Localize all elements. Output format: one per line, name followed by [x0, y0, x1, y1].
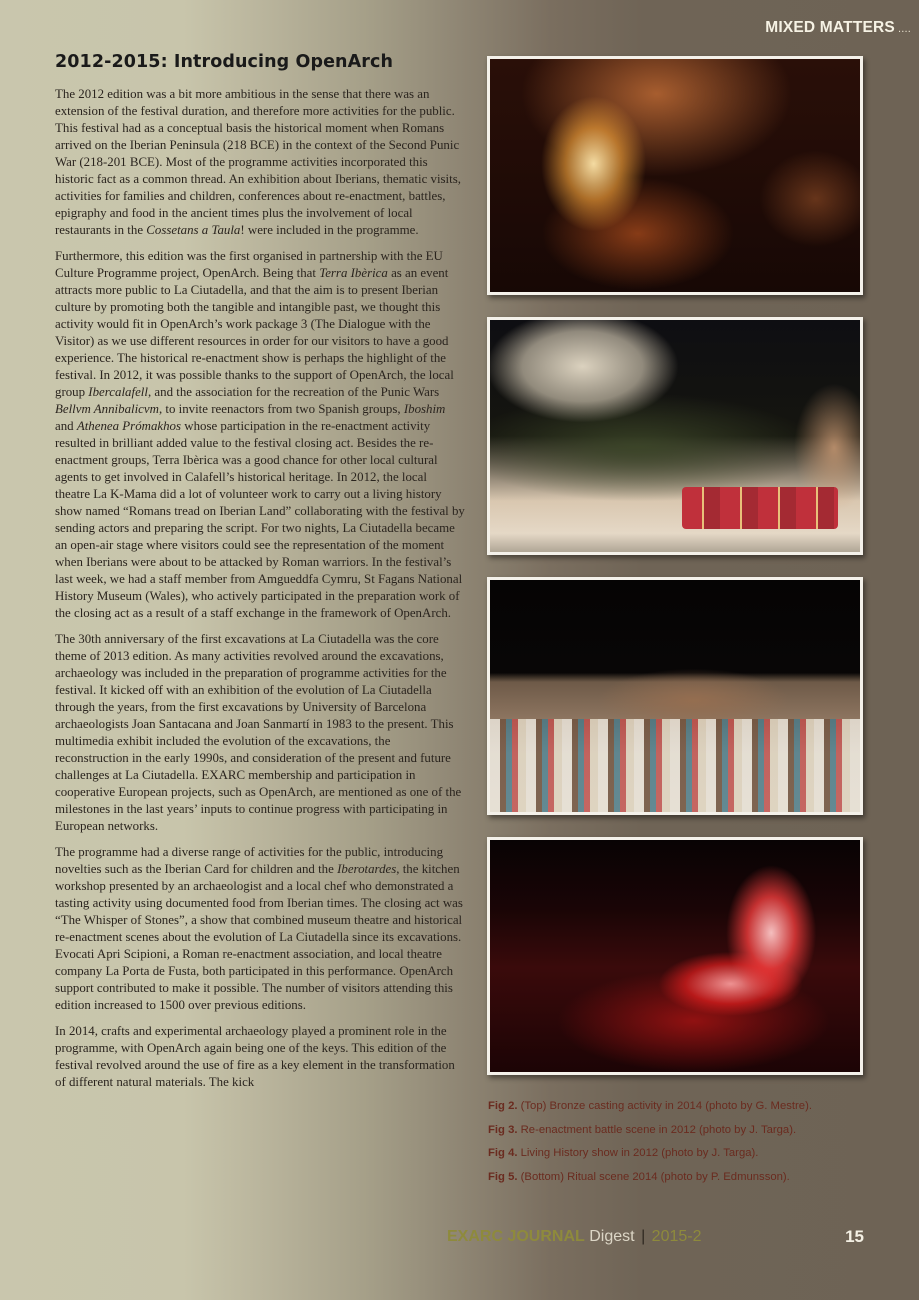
photo-bronze-casting: [487, 56, 863, 295]
roman-shields-shape: [682, 487, 837, 529]
caption-label: Fig 4.: [488, 1147, 518, 1159]
caption-label: Fig 2.: [488, 1100, 518, 1112]
caption-text: (Bottom) Ritual scene 2014 (photo by P. Edmunsson).: [520, 1170, 790, 1183]
paragraph-text: , and the association for the recreation of the Punic Wars: [147, 385, 440, 399]
caption-fig-5: [488, 1170, 888, 1184]
caption-text: (Top) Bronze casting activity in 2014 (photo by G. Mestre).: [520, 1100, 812, 1112]
figure-captions: [488, 1099, 888, 1193]
section-label-dots: ....: [897, 23, 911, 35]
photo-ritual-scene: [487, 837, 863, 1075]
page-number: 15: [845, 1227, 864, 1246]
footer-separator: |: [641, 1228, 646, 1245]
article-paragraph: [55, 248, 465, 622]
italic-term: Bellvm Annibalicvm: [55, 402, 159, 416]
italic-term: Athenea Prómakhos: [76, 419, 182, 433]
crowd-shape: [490, 719, 860, 812]
article-paragraph: [55, 844, 465, 1014]
italic-term: Terra Ibèrica: [319, 266, 388, 280]
caption-text: Living History show in 2012 (photo by J. Targa).: [520, 1147, 759, 1159]
paragraph-text: Furthermore, this edition was the first organised in partnership with the EU Culture Programme project, OpenArch. Being that: [55, 249, 443, 280]
paragraph-text: as an event attracts more public to La Ciutadella, and that the aim is to present Iberian culture by promoting both the tangible and intangible past, we thought this activity would fit in OpenArch’s work package 3 (The Dialogue with the Visitor) as we use different resources in order for our visitors to have a good experience. The historical re-enactment show is perhaps the highlight of the festival. In 2012, it was possible thanks to the support of OpenArch, the local group: [55, 266, 454, 399]
photo-column: [487, 56, 863, 1097]
footer-digest: Digest: [589, 1228, 635, 1245]
footer-journal-title: [447, 1228, 867, 1246]
article-paragraph: [55, 86, 465, 239]
paragraph-text: , to invite reenactors from two Spanish groups,: [158, 402, 404, 416]
section-label: [765, 19, 911, 37]
paragraph-text: and: [55, 419, 77, 433]
caption-fig-2: [488, 1099, 888, 1113]
italic-term: Iberotardes: [337, 862, 397, 876]
article-paragraph: [55, 1023, 465, 1091]
caption-fig-4: [488, 1146, 888, 1160]
caption-label: Fig 5.: [488, 1170, 518, 1183]
italic-term: Cossetans a Taula: [146, 223, 241, 237]
paragraph-text: ! were included in the programme.: [240, 223, 419, 237]
photo-battle-scene: [487, 317, 863, 555]
section-label-text: MIXED MATTERS: [765, 19, 895, 36]
footer-issue: 2015-2: [651, 1228, 702, 1245]
italic-term: Iboshim: [403, 402, 446, 416]
photo-living-history: [487, 577, 863, 815]
paragraph-text: The programme had a diverse range of activities for the public, introducing novelties such as the Iberian Card for children and the: [55, 845, 444, 876]
footer-journal: EXARC JOURNAL: [447, 1228, 585, 1245]
caption-text: Re-enactment battle scene in 2012 (photo by J. Targa).: [520, 1123, 797, 1136]
article: [55, 52, 465, 1100]
paragraph-text: The 2012 edition was a bit more ambitious in the sense that there was an extension of the festival duration, and therefore more activities for the public. This festival had as a conceptual basis the historical moment when Romans arrived on the Iberian Peninsula (218 BCE) in the context of the Second Punic War (218-201 BCE). Most of the programme activities incorporated this historic fact as a common thread. An exhibition about Iberians, thematic visits, activities for families and children, conferences about re-enactment, battles, epigraphy and food in the ancient times plus the involvement of local restaurants in the: [55, 87, 461, 237]
paragraph-text: The 30th anniversary of the first excavations at La Ciutadella was the core theme of 2013 edition. As many activities revolved around the excavations, archaeology was included in the preparation of programme activities for the festival. It kicked off with an exhibition of the evolution of La Ciutadella through the years, from the first excavations by University of Barcelona archaeologists Joan Santacana and Joan Sanmartí in 1983 to the present. This multimedia exhibit included the evolution of the excavations, the reconstruction in the early 1990s, and consideration of the present and future challenges at La Ciutadella. EXARC membership and participation in cooperative European projects, such as OpenArch, are mentioned as one of the milestones in the last years’ inputs to continue progress with participating in European networks.: [55, 632, 462, 833]
caption-fig-3: [488, 1123, 888, 1137]
article-heading: 2012-2015: Introducing OpenArch: [55, 52, 394, 72]
italic-term: Ibercalafell: [88, 385, 148, 399]
paragraph-text: In 2014, crafts and experimental archaeology played a prominent role in the programme, with OpenArch again being one of the keys. This edition of the festival revolved around the use of fire as a key element in the transformation of different natural materials. The kick: [55, 1024, 455, 1089]
paragraph-text: whose participation in the re-enactment activity resulted in brilliant added value to the festival closing act. Besides the re-enactment groups, Terra Ibèrica was a good chance for other local cultural agents to get involved in Calafell’s historical heritage. In 2012, the local theatre La K-Mama did a lot of volunteer work to carry out a living history show named “Romans tread on Iberian Land” collaborating with the festival by sending actors and preparing the script. For two nights, La Ciutadella became an open-air stage where visitors could see the representation of the moment when Iberians were about to be attacked by Roman warriors. In the festival’s last week, we had a staff member from Amgueddfa Cymru, St Fagans National History Museum (Wales), who actively participated in the preparation work of the closing act as a result of a staff exchange in the framework of OpenArch.: [55, 419, 465, 620]
paragraph-text: , the kitchen workshop presented by an archaeologist and a local chef who demonstrated a tasting activity using documented food from Iberian times. The closing act was “The Whisper of Stones”, a show that combined museum theatre and historical re-enactment scenes about the evolution of La Ciutadella since its excavations. Evocati Apri Scipioni, a Roman re-enactment association, and local theatre company La Porta de Fusta, both participated in this performance. OpenArch support contributed to make it possible. The number of visitors attending this edition increased to 1500 over previous editions.: [55, 862, 463, 1012]
caption-label: Fig 3.: [488, 1123, 518, 1136]
article-paragraph: [55, 631, 465, 835]
